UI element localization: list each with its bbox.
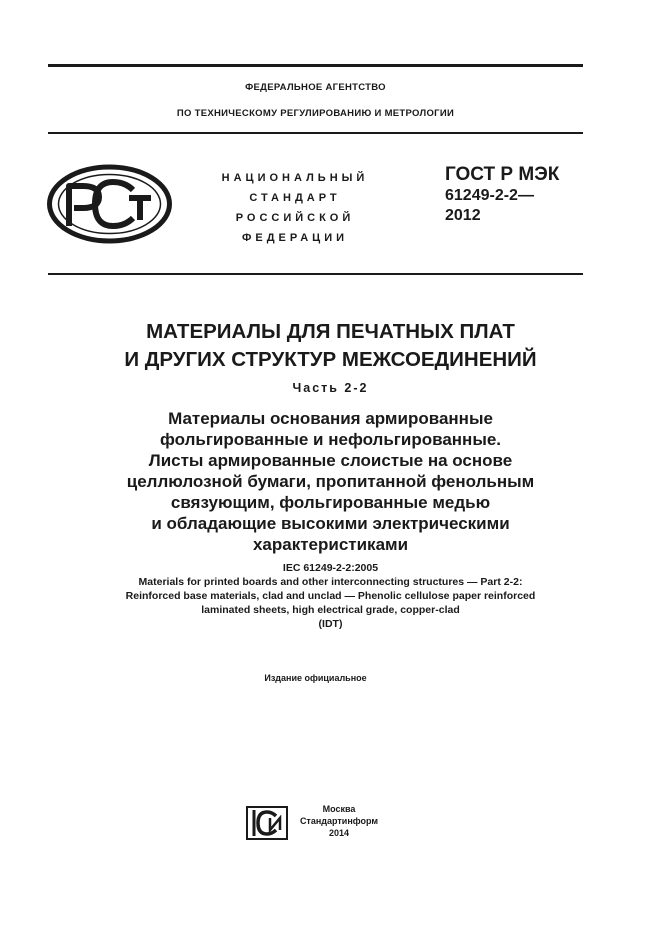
- document-subtitle: [40, 408, 621, 555]
- title-line-1: МАТЕРИАЛЫ ДЛЯ ПЕЧАТНЫХ ПЛАТ: [146, 320, 515, 343]
- title-rule: [48, 273, 583, 275]
- publisher-name: Стандартинформ: [299, 816, 379, 826]
- agency-name-line-2: ПО ТЕХНИЧЕСКОМУ РЕГУЛИРОВАНИЮ И МЕТРОЛОГИИ: [176, 108, 455, 119]
- title-line-2: И ДРУГИХ СТРУКТУР МЕЖСОЕДИНЕНИЙ: [124, 348, 537, 371]
- publisher-city: Москва: [322, 804, 356, 814]
- part-number: Часть 2-2: [292, 381, 369, 395]
- agency-name-line-1: ФЕДЕРАЛЬНОЕ АГЕНТСТВО: [245, 82, 386, 93]
- publication-year: 2014: [328, 828, 350, 838]
- iec-title-line: (IDT): [318, 618, 343, 630]
- subtitle-line: характеристиками: [252, 535, 409, 554]
- national-standard-line-4: ФЕДЕРАЦИИ: [241, 232, 349, 244]
- designation-line-3: 2012: [445, 207, 481, 224]
- document-title: [40, 318, 621, 374]
- iec-reference: [40, 561, 621, 631]
- iec-title-line: laminated sheets, high electrical grade, copper-clad: [201, 604, 460, 616]
- rst-logo-icon: [47, 164, 172, 244]
- standartinform-logo-icon: [246, 806, 288, 840]
- subtitle-line: фольгированные и нефольгированные.: [159, 430, 502, 449]
- standard-designation: [445, 163, 559, 226]
- subtitle-line: Материалы основания армированные: [168, 409, 493, 428]
- subtitle-line: связующим, фольгированные медью: [170, 493, 491, 512]
- header-rule: [48, 132, 583, 134]
- publisher-info: [294, 803, 384, 839]
- subtitle-line: целлюлозной бумаги, пропитанной фенольным: [126, 472, 535, 491]
- subtitle-line: и обладающие высокими электрическими: [151, 514, 510, 533]
- national-standard-line-3: РОССИЙСКОЙ: [235, 212, 355, 224]
- designation-line-2: 61249-2-2—: [445, 187, 534, 204]
- designation-line-1: ГОСТ Р МЭК: [445, 164, 560, 185]
- national-standard-label: [195, 168, 395, 248]
- iec-title-line: Reinforced base materials, clad and unclad — Phenolic cellulose paper reinforced: [125, 590, 536, 602]
- edition-label: Издание официальное: [264, 673, 367, 683]
- top-rule: [48, 64, 583, 67]
- national-standard-line-2: СТАНДАРТ: [249, 192, 341, 204]
- iec-designation: IEC 61249-2-2:2005: [282, 562, 379, 574]
- iec-title-line: Materials for printed boards and other interconnecting structures — Part 2-2:: [138, 576, 523, 588]
- national-standard-line-1: НАЦИОНАЛЬНЫЙ: [221, 172, 369, 184]
- subtitle-line: Листы армированные слоистые на основе: [148, 451, 513, 470]
